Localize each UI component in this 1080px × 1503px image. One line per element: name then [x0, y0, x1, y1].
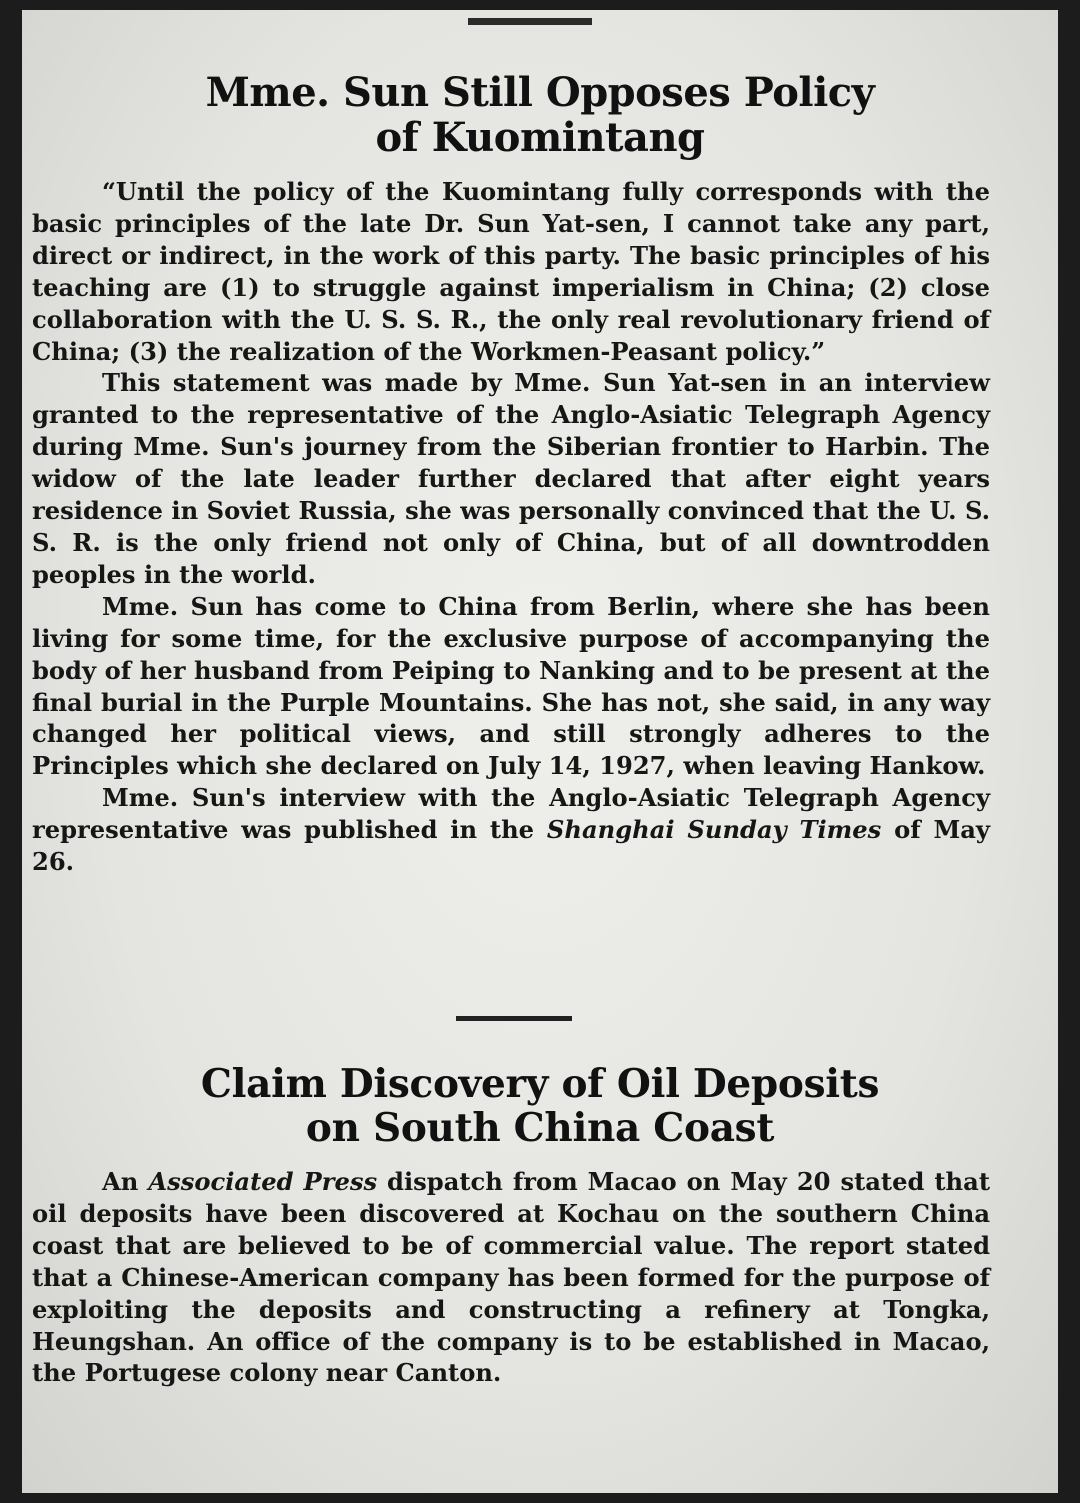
- article2-text-start: An: [102, 1167, 149, 1196]
- article1-p4-text-start: Mme. Sun's interview with the Anglo-Asiatic Telegraph Agency representative was published in the: [32, 783, 990, 845]
- news-agency-name: Associated Press: [148, 1167, 378, 1196]
- article2-text-rest: dispatch from Macao on May 20 stated that oil deposits have been discovered at Kochau on the southern China coast that are believed to be of commercial value. The report stated that a Chinese-American company has been formed for the purpose of exploiting the deposits and constructing a refinery at Tongka, Heungshan. An office of the company is to be established in Macao, the Portugese colony near Canton.: [32, 1167, 990, 1388]
- article1-paragraph-3: Mme. Sun has come to China from Berlin, where she has been living for some time, for the exclusive purpose of accompanying the body of her husband from Peiping to Nanking and to be present at the final burial in the Purple Mountains. She has not, she said, in any way changed her political views, and still strongly adheres to the Principles which she declared on July 14, 1927, when leaving Hankow.: [32, 591, 990, 781]
- article2-paragraph: [32, 1166, 990, 1389]
- article1-headline: [22, 70, 1058, 160]
- article2-headline: [22, 1062, 1058, 1150]
- article1-headline-line2: of Kuomintang: [375, 114, 705, 162]
- article-divider-rule: [456, 1016, 572, 1021]
- article1-paragraph-2: This statement was made by Mme. Sun Yat-sen in an interview granted to the representative of the Anglo-Asiatic Telegraph Agency during Mme. Sun's journey from the Siberian frontier to Harbin. The widow of the late leader further declared that after eight years residence in Soviet Russia, she was personally convinced that the U. S. S. R. is the only friend not only of China, but of all downtrodden peoples in the world.: [32, 368, 990, 589]
- newspaper-title: Shanghai Sunday Times: [546, 815, 882, 845]
- top-divider-rule: [468, 18, 592, 25]
- article2-body: [32, 1166, 990, 1389]
- newspaper-clipping: [22, 10, 1058, 1493]
- article1-quote: “Until the policy of the Kuomintang fully corresponds with the basic principles of the late Dr. Sun Yat-sen, I cannot take any part, direct or indirect, in the work of this party. The basic principles of his teaching are (1) to struggle against imperialism in China; (2) close collaboration with the U. S. S. R., the only real revolutionary friend of China; (3) the realization of the Workmen-Peasant policy.”: [32, 177, 990, 366]
- article2-headline-line1: Claim Discovery of Oil Deposits: [200, 1061, 880, 1107]
- article1-p4-text-end: of May 26.: [32, 815, 990, 877]
- article2-headline-line2: on South China Coast: [305, 1105, 775, 1152]
- article1-paragraph-4: [32, 782, 990, 878]
- article1-headline-line1: Mme. Sun Still Opposes Policy: [205, 69, 875, 116]
- article1-body: [32, 176, 990, 878]
